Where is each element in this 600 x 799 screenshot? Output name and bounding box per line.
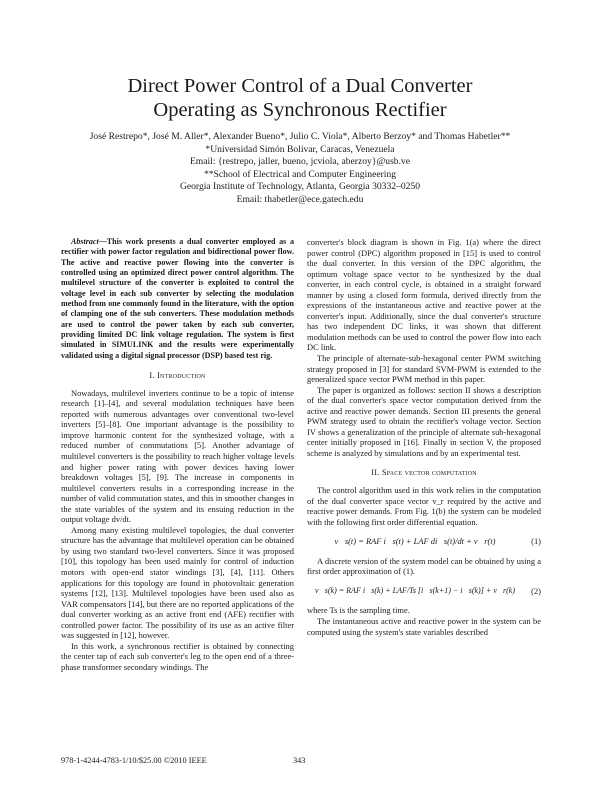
intro-paragraph-1: Nowadays, multilevel inverters continue to be a topic of intense research [1]–[4], and several modulation techniques have been reported with numerous advantages over conventional two-level inverters [5]–[8]. One important advantage is the possibility to improve harmonic content for the synthesized voltage, with a reduced number of commutations [5]. Another advantage of multilevel converters is the possibility to reach higher voltage levels and higher power rating with power devices having lower breakdown voltages [5], [9]. The increase in components in multilevel converters results in a corresponding increase in the number of valid commutation states, and this in smoother changes in the state variables of the system and its ensuing reduction in the output voltage dv/dt. bbox=[61, 387, 294, 525]
abstract-text: —This work presents a dual converter employed as a rectifier with power factor regulation and bidirectional power flow. The active and reactive power flowing into the converter is controlled using an optimized direct power control algorithm. The multilevel structure of the converter is exploited to control the voltage level in each sub converter by selecting the modulation method from one commonly found in the literature, with the option of clamping one of the sub converters. These modulation methods are used to control the power taken by each sub converter, providing limited DC link voltage regulation. The system is first simulated in SIMULINK and the results were experimentally validated using a digital signal processor (DSP) based test rig. bbox=[61, 237, 294, 360]
intro-paragraph-2: Among many existing multilevel topologies, the dual converter structure has the advantage that multilevel operation can be obtained by using two standard two-level converters. Since it was proposed [10], this topology has been used mainly for control of induction motors with open-end stator windings [3], [4], [11]. Others applications for this topology are found in photovoltaic generation systems [12], [13]. Multilevel topologies have been used also as VAR compensators [14], but there are no reported applications of the dual converter working as an active front end (AFE) rectifier with controlled power factor. The possibility of its use as an active filter was suggested in [12], however. bbox=[61, 524, 294, 641]
affiliation-gatech: Georgia Institute of Technology, Atlanta, Georgia 30332–0250 bbox=[179, 181, 421, 193]
equation-1 bbox=[307, 536, 541, 547]
body-paragraph-6: where Ts is the sampling time. bbox=[307, 605, 410, 616]
author-list: José Restrepo*, José M. Aller*, Alexander Bueno*, Julio C. Viola*, Alberto Berzoy* and Thomas Habetler** bbox=[89, 131, 511, 142]
body-paragraph-2: The principle of alternate-sub-hexagonal center PWM switching strategy proposed in [3] for standard SVM-PWM is extended to the generalized space vector PWM method in this paper. bbox=[307, 353, 541, 385]
author-block bbox=[40, 131, 560, 207]
right-column bbox=[307, 237, 541, 637]
abstract bbox=[61, 237, 294, 361]
email-gatech: Email: thabetler@ece.gatech.edu bbox=[236, 193, 364, 205]
equation-1-body: v⃗s(t) = RAF i⃗s(t) + LAF di⃗s(t)/dt + v⃗r(t) bbox=[334, 536, 496, 547]
body-paragraph-7: The instantaneous active and reactive power in the system can be computed using the system's state variables described bbox=[307, 615, 541, 637]
paper-title bbox=[40, 74, 560, 122]
body-paragraph-1: converter's block diagram is shown in Fig. 1(a) where the direct power control (DPC) algorithm proposed in [15] is used to control the dual converter. In this version of the DPC algorithm, the optimum voltage space vector to be synthesized by the dual converter, in each control cycle, is obtained in a straight forward manner by using a closed form formula, derived directly from the expressions of the instantaneous active and reactive power at the converter's input. Additionally, since the dual converter's structure has two independent DC links, it was shown that different modulation methods can be used to control the power flow into each DC link. bbox=[307, 237, 541, 353]
left-column bbox=[61, 237, 294, 672]
affiliation-usb: *Universidad Simón Bolívar, Caracas, Venezuela bbox=[205, 143, 395, 155]
section-1-heading: I. Introduction bbox=[149, 370, 206, 381]
intro-paragraph-3: In this work, a synchronous rectifier is obtained by connecting the center tap of each sub converter's leg to the open end of a three-phase transformer secondary windings. The bbox=[61, 640, 294, 672]
page-number: 343 bbox=[293, 756, 306, 765]
affiliation-school: **School of Electrical and Computer Engineering bbox=[203, 168, 397, 180]
body-paragraph-4: The control algorithm used in this work relies in the computation of the dual converter space vector v_r required by the active and reactive power demands. From Fig. 1(b) the system can be modeled with the following first order differential equation. bbox=[307, 485, 541, 527]
equation-1-number: (1) bbox=[531, 536, 541, 547]
abstract-lead: Abstract bbox=[71, 237, 99, 246]
section-2-heading: II. Space vector computation bbox=[371, 467, 477, 478]
equation-2-number: (2) bbox=[531, 585, 541, 596]
copyright-notice: 978-1-4244-4783-1/10/$25.00 ©2010 IEEE bbox=[61, 756, 207, 765]
body-paragraph-5: A discrete version of the system model can be obtained by using a first order approximation of (1). bbox=[307, 555, 541, 577]
email-usb: Email: {restrepo, jaller, bueno, jcviola, aberzoy}@usb.ve bbox=[189, 156, 411, 168]
title-line-1: Direct Power Control of a Dual Converter bbox=[127, 75, 473, 97]
title-line-2: Operating as Synchronous Rectifier bbox=[153, 99, 447, 121]
body-paragraph-3: The paper is organized as follows: section II shows a description of the dual converter's space vector computation derived from the active and reactive power demands. Section III presents the general PWM strategy used to obtain the rectifier's voltage vector. Section IV shows a generalization of the principle of alternate sub-hexagonal center initially proposed in [16]. Finally in section V, the proposed scheme is analyzed by simulations and by an experimental test. bbox=[307, 384, 541, 458]
equation-2 bbox=[307, 586, 541, 597]
equation-2-body: v⃗s(k) = RAF i⃗s(k) + LAF/Ts [i⃗s(k+1) − i⃗s(k)] + v⃗r(k) bbox=[315, 585, 515, 595]
